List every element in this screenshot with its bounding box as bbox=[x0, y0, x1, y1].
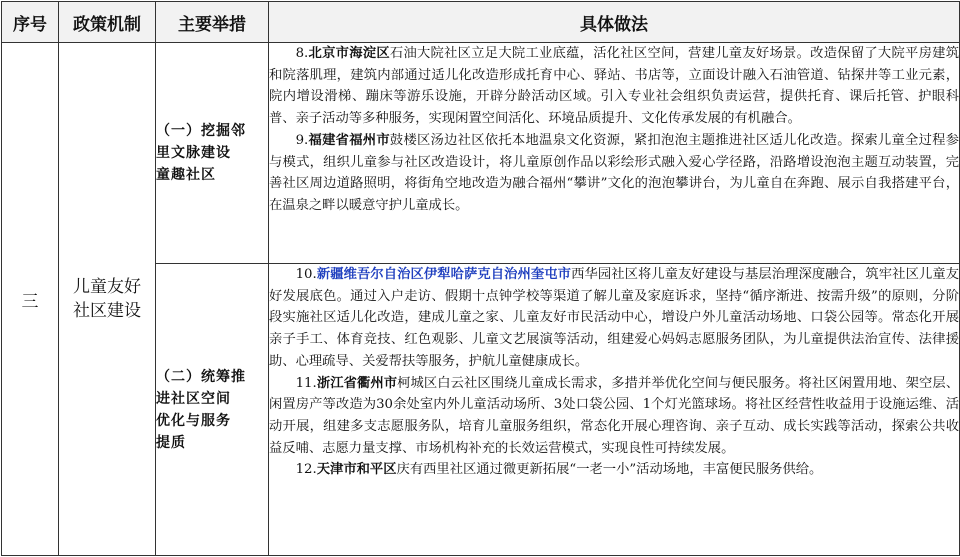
item-text: 石油大院社区立足大院工业底蕴，活化社区空间，营建儿童友好场景。改造保留了大院平房建筑和院落肌理，建筑内部通过适儿化改造形成托育中心、驿站、书店等，立面设计融入石油管道、钻探井等工业元素，院内增设滑梯、蹦床等游乐设施，开辟分龄活动区域。引入专业社会组织负责运营，提供托育、课后托管、护眼科普、亲子活动等多种服务，实现闲置空间活化、环境品质提升、文化传承发展的有机融合。 bbox=[269, 46, 960, 127]
item-number: 10. bbox=[295, 267, 317, 282]
measure-line: （一）挖掘邻 bbox=[156, 123, 246, 139]
header-mechanism: 政策机制 bbox=[59, 2, 156, 43]
measure-line: 优化与服务 bbox=[156, 412, 231, 429]
detail-cell-1 bbox=[269, 43, 960, 264]
item-number: 11. bbox=[295, 375, 317, 391]
item-location: 福建省福州市 bbox=[308, 132, 390, 148]
header-row bbox=[2, 2, 960, 43]
measure-cell-2 bbox=[156, 264, 269, 556]
item-number: 12. bbox=[295, 462, 317, 478]
detail-item bbox=[269, 459, 959, 481]
measure-line: 里文脉建设 bbox=[156, 145, 231, 161]
item-location: 新疆维吾尔自治区伊犁哈萨克自治州奎屯市 bbox=[316, 267, 572, 282]
measure-line: 提质 bbox=[156, 434, 186, 451]
detail-item bbox=[269, 43, 959, 130]
item-text: 西华园社区将儿童友好建设与基层治理深度融合，筑牢社区儿童友好发展底色。通过入户走访、假期十点钟学校等渠道了解儿童及家庭诉求，坚持“循序渐进、按需升级”的原则，分阶段实施社区适儿化改造，建成儿童之家、儿童友好市民活动中心，增设户外儿童活动场地、口袋公园等。常态化开展亲子手工、体育竞技、红色观影、儿童文艺展演等活动，组建爱心妈妈志愿服务团队，为儿童提供法治宣传、法律援助、心理疏导、关爱帮扶等服务，护航儿童健康成长。 bbox=[269, 267, 960, 369]
detail-item bbox=[269, 373, 959, 460]
measure-line: 童趣社区 bbox=[156, 167, 216, 183]
detail-item bbox=[269, 130, 959, 217]
item-text: 庆有西里社区通过微更新拓展“一老一小”活动场地，丰富便民服务供给。 bbox=[396, 462, 823, 478]
mechanism-line: 社区建设 bbox=[73, 301, 141, 321]
item-text: 柯城区白云社区围绕儿童成长需求，多措并举优化空间与便民服务。将社区闲置用地、架空层、闲置房产等改造为30余处室内外儿童活动场所、3处口袋公园、1个灯光篮球场。将社区经营性收益用于设施运维、活动开展，组建多支志愿服务队，培育儿童服务组织，常态化开展心理咨询、亲子互动、成长实践等活动，探索公共收益反哺、志愿力量支撑、市场机构补充的长效运营模式，实现良性可持续发展。 bbox=[269, 375, 960, 456]
detail-cell-2 bbox=[269, 264, 960, 556]
table-row bbox=[2, 43, 960, 264]
measure-cell-1 bbox=[156, 43, 269, 264]
item-location: 浙江省衢州市 bbox=[316, 375, 398, 391]
header-detail: 具体做法 bbox=[269, 2, 960, 43]
measure-line: （二）统筹推 bbox=[156, 368, 246, 385]
policy-table bbox=[1, 1, 960, 556]
header-measure: 主要举措 bbox=[156, 2, 269, 43]
item-number: 8. bbox=[295, 46, 309, 61]
mechanism-line: 儿童友好 bbox=[73, 277, 141, 297]
seq-cell: 三 bbox=[2, 43, 59, 556]
item-text: 鼓楼区汤边社区依托本地温泉文化资源，紧扣泡泡主题推进社区适儿化改造。探索儿童全过程参与模式，组织儿童参与社区改造设计，将儿童原创作品以彩绘形式融入爱心学径路，沿路增设泡泡主题互动装置，完善社区周边道路照明，将街角空地改造为融合福州“攀讲”文化的泡泡攀讲台，为儿童自在奔跑、展示自我搭建平台，在温泉之畔以暖意守护儿童成长。 bbox=[269, 132, 960, 213]
detail-item bbox=[269, 264, 959, 373]
mechanism-cell bbox=[59, 43, 156, 556]
header-seq: 序号 bbox=[2, 2, 59, 43]
item-number: 9. bbox=[295, 132, 309, 148]
item-location: 天津市和平区 bbox=[316, 462, 397, 478]
measure-line: 进社区空间 bbox=[156, 390, 231, 407]
item-location: 北京市海淀区 bbox=[308, 46, 390, 61]
